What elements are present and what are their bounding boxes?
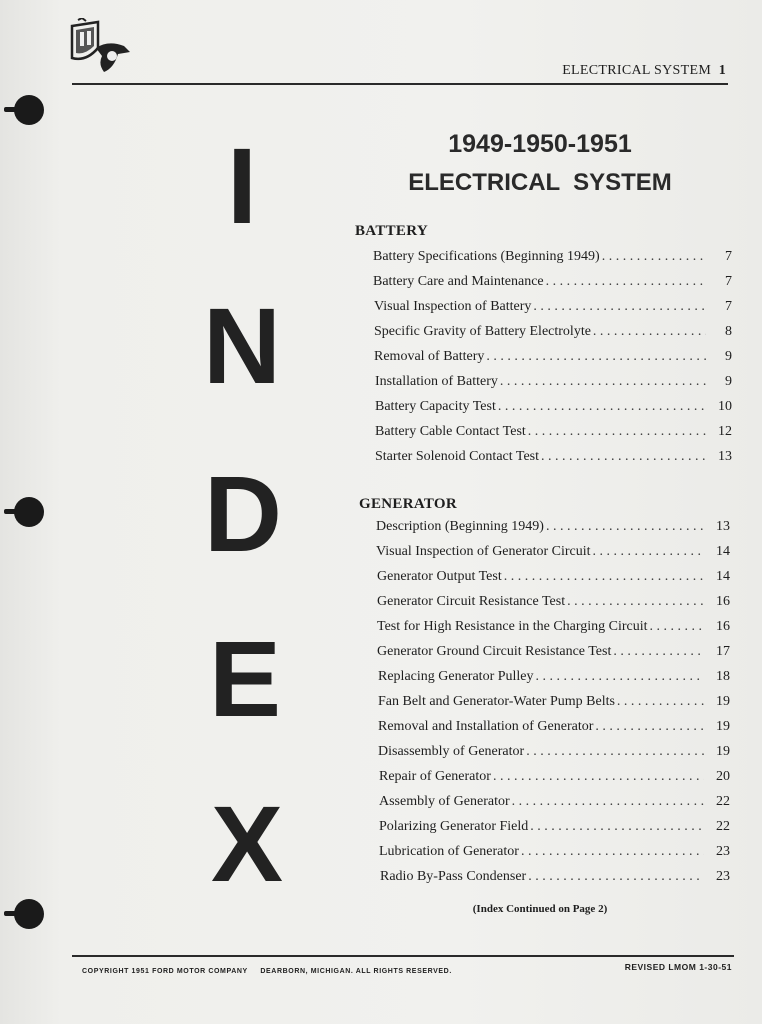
binder-hole-bottom — [14, 899, 44, 929]
toc-leader-dots — [546, 519, 704, 535]
toc-entry-title: Removal and Installation of Generator — [378, 719, 594, 734]
toc-entry-title: Test for High Resistance in the Charging Circuit — [377, 619, 648, 634]
toc-entry-title: Battery Specifications (Beginning 1949) — [373, 249, 600, 264]
toc-leader-dots — [567, 594, 704, 610]
toc-entry-page: 10 — [718, 399, 732, 414]
toc-leader-dots — [526, 744, 704, 760]
toc-leader-dots — [650, 619, 704, 635]
binder-hole-top — [14, 95, 44, 125]
toc-leader-dots — [617, 694, 704, 710]
index-letter-d: D — [204, 453, 282, 574]
toc-entry — [373, 249, 732, 271]
toc-leader-dots — [602, 249, 706, 265]
toc-leader-dots — [536, 669, 704, 685]
section-heading-battery: BATTERY — [355, 223, 428, 239]
toc-entry-title: Description (Beginning 1949) — [376, 519, 544, 534]
toc-entry — [376, 544, 730, 566]
toc-leader-dots — [504, 569, 704, 585]
footer-divider — [72, 955, 734, 957]
toc-entry-title: Visual Inspection of Battery — [374, 299, 532, 314]
toc-entry-page: 9 — [725, 374, 732, 389]
toc-leader-dots — [498, 399, 706, 415]
toc-leader-dots — [593, 324, 706, 340]
toc-entry — [374, 349, 732, 371]
toc-entry-title: Visual Inspection of Generator Circuit — [376, 544, 591, 559]
toc-entry-page: 7 — [725, 249, 732, 264]
toc-leader-dots — [613, 644, 704, 660]
toc-entry — [379, 794, 730, 816]
toc-entry — [379, 819, 730, 841]
toc-leader-dots — [493, 769, 704, 785]
toc-entry-title: Disassembly of Generator — [378, 744, 525, 759]
toc-entry — [380, 869, 730, 891]
toc-leader-dots — [528, 869, 704, 885]
toc-entry-page: 22 — [716, 794, 730, 809]
toc-entry-page: 17 — [716, 644, 730, 659]
toc-entry — [378, 744, 730, 766]
toc-entry-page: 7 — [725, 299, 732, 314]
toc-entry — [377, 619, 730, 641]
toc-entry-title: Lubrication of Generator — [379, 844, 519, 859]
toc-leader-dots — [521, 844, 704, 860]
toc-entry-title: Starter Solenoid Contact Test — [375, 449, 540, 464]
toc-entry — [379, 844, 730, 866]
toc-entry — [378, 719, 730, 741]
toc-entry — [375, 374, 732, 396]
toc-entry — [375, 424, 732, 446]
toc-entry-page: 19 — [716, 694, 730, 709]
toc-entry-title: Battery Cable Contact Test — [375, 424, 526, 439]
toc-entry-title: Polarizing Generator Field — [379, 819, 529, 834]
ford-crest-knight-icon — [68, 18, 134, 78]
toc-entry — [376, 519, 730, 541]
toc-entry — [377, 644, 730, 666]
toc-entry-title: Battery Capacity Test — [375, 399, 496, 414]
toc-leader-dots — [528, 424, 706, 440]
toc-entry-page: 19 — [716, 719, 730, 734]
toc-entry-page: 23 — [716, 869, 730, 884]
toc-entry-page: 16 — [716, 619, 730, 634]
toc-entry-title: Fan Belt and Generator-Water Pump Belts — [378, 694, 615, 709]
toc-entry — [378, 694, 730, 716]
toc-leader-dots — [512, 794, 704, 810]
toc-entry — [375, 399, 732, 421]
toc-entry — [375, 449, 732, 471]
toc-leader-dots — [541, 449, 706, 465]
toc-entry — [374, 324, 732, 346]
toc-entry-page: 23 — [716, 844, 730, 859]
toc-leader-dots — [533, 299, 706, 315]
toc-entry-title: Generator Output Test — [377, 569, 502, 584]
toc-leader-dots — [530, 819, 704, 835]
toc-entry-page: 14 — [716, 569, 730, 584]
toc-entry-title: Radio By-Pass Condenser — [380, 869, 527, 884]
toc-entry-page: 14 — [716, 544, 730, 559]
title-years: 1949-1950-1951 — [448, 130, 632, 158]
index-letter-x: X — [210, 783, 284, 904]
toc-entry-page: 13 — [718, 449, 732, 464]
toc-entry — [373, 274, 732, 296]
toc-entry-page: 18 — [716, 669, 730, 684]
toc-leader-dots — [486, 349, 706, 365]
toc-entry-title: Repair of Generator — [379, 769, 491, 784]
toc-entry — [377, 594, 730, 616]
toc-entry — [378, 669, 730, 691]
toc-entry-title: Specific Gravity of Battery Electrolyte — [374, 324, 591, 339]
toc-leader-dots — [593, 544, 704, 560]
toc-entry-page: 13 — [716, 519, 730, 534]
header-page-number: 1 — [718, 63, 726, 78]
toc-entry-title: Generator Circuit Resistance Test — [377, 594, 566, 609]
toc-leader-dots — [595, 719, 704, 735]
toc-entry-title: Generator Ground Circuit Resistance Test — [377, 644, 612, 659]
toc-leader-dots — [546, 274, 706, 290]
toc-entry-title: Replacing Generator Pulley — [378, 669, 534, 684]
index-letter-i: I — [226, 125, 257, 246]
toc-entry-page: 19 — [716, 744, 730, 759]
footer-copyright: COPYRIGHT 1951 FORD MOTOR COMPANY DEARBORN, MICHIGAN. ALL RIGHTS RESERVED. — [82, 968, 452, 975]
toc-entry — [377, 569, 730, 591]
toc-entry-page: 20 — [716, 769, 730, 784]
index-letter-e: E — [208, 618, 282, 739]
toc-entry-title: Battery Care and Maintenance — [373, 274, 544, 289]
header-divider — [72, 83, 728, 85]
toc-entry-page: 22 — [716, 819, 730, 834]
toc-entry-page: 16 — [716, 594, 730, 609]
running-header — [562, 63, 726, 79]
section-heading-generator: GENERATOR — [359, 496, 457, 512]
toc-entry — [379, 769, 730, 791]
index-continued-note: (Index Continued on Page 2) — [472, 903, 608, 915]
toc-entry — [374, 299, 732, 321]
toc-entry-page: 12 — [718, 424, 732, 439]
header-section-label: ELECTRICAL SYSTEM — [562, 63, 712, 78]
toc-entry-page: 8 — [725, 324, 732, 339]
toc-entry-page: 7 — [725, 274, 732, 289]
toc-entry-page: 9 — [725, 349, 732, 364]
toc-entry-title: Assembly of Generator — [379, 794, 510, 809]
binder-hole-middle — [14, 497, 44, 527]
toc-entry-title: Removal of Battery — [374, 349, 485, 364]
title-main: ELECTRICAL SYSTEM — [408, 169, 672, 196]
toc-entry-title: Installation of Battery — [375, 374, 498, 389]
toc-leader-dots — [500, 374, 706, 390]
footer-revision: REVISED LMOM 1-30-51 — [624, 962, 732, 972]
index-letter-n: N — [203, 285, 281, 406]
